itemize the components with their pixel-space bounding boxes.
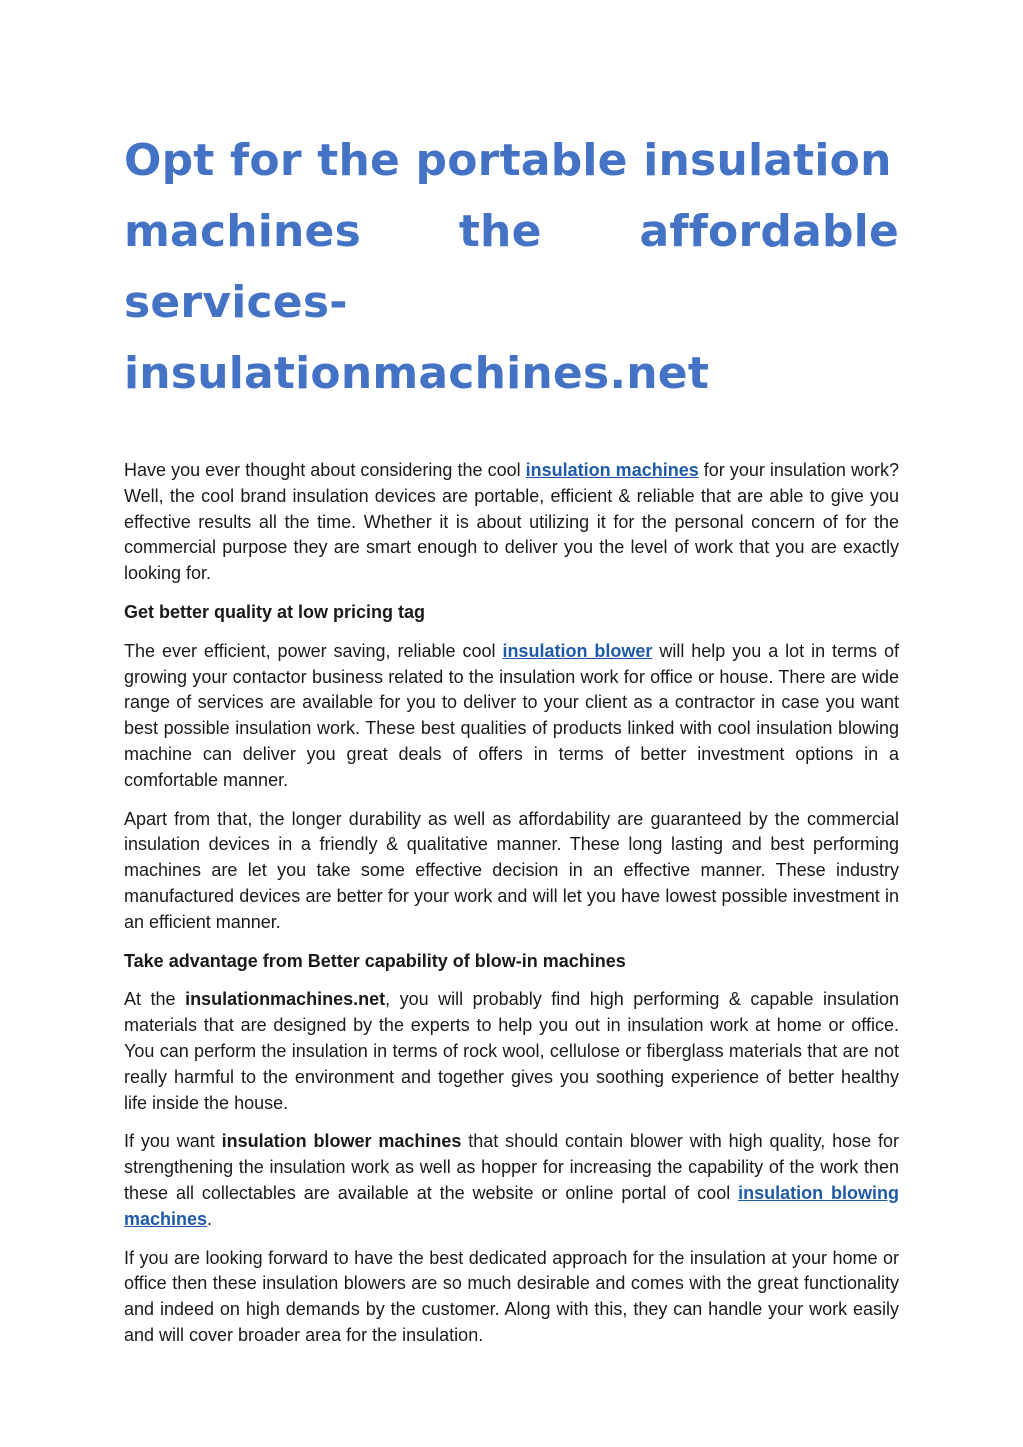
blower-machines-paragraph bbox=[124, 1129, 899, 1232]
title-word-machines: machines bbox=[124, 206, 361, 257]
blower-text-after: will help you a lot in terms of growing your contactor business related to the insulation work for office or house. There are wide range of services are available for you to deliver to your client as a contractor in case you want best possible insulation work. These best qualities of products linked with cool insulation blowing machine can deliver you great deals of offers in terms of better investment options in a comfortable manner. bbox=[124, 640, 899, 790]
website-text-after: , you will probably find high performing & capable insulation materials that are designed by the experts to help you out in insulation work at home or office. You can perform the insulation in terms of rock wool, cellulose or fiberglass materials that are not really harmful to the environment and together gives you soothing experience of better healthy life inside the house. bbox=[124, 989, 899, 1113]
intro-text-before: Have you ever thought about considering the cool bbox=[124, 460, 526, 480]
insulation-blower-link[interactable]: insulation blower bbox=[502, 640, 653, 661]
document-page bbox=[124, 125, 899, 1362]
title-line-4: insulationmachines.net bbox=[124, 348, 710, 399]
durability-paragraph: Apart from that, the longer durability as well as affordability are guaranteed by the commercial insulation devices in a friendly & qualitative manner. These long lasting and best performing machines are let you take some effective decision in an effective manner. These industry manufactured devices are better for your work and will let you have lowest possible investment in an efficient manner. bbox=[124, 808, 899, 932]
blower-machines-text-after: . bbox=[207, 1208, 213, 1229]
blower-machines-text-middle: that should contain blower with high quality, hose for strengthening the insulation work as well as hopper for increasing the capability of the work then these all collectables are available at the website or online portal of cool bbox=[124, 1131, 899, 1203]
section-heading-blow-in: Take advantage from Better capability of blow-in machines bbox=[124, 950, 626, 971]
website-paragraph bbox=[124, 987, 899, 1116]
intro-paragraph bbox=[124, 458, 899, 587]
title-word-affordable: affordable bbox=[639, 206, 899, 257]
insulation-blowing-machines-link[interactable]: insulation blowing machines bbox=[124, 1182, 899, 1229]
blower-machines-text-before: If you want bbox=[124, 1131, 222, 1152]
website-name-bold: insulationmachines.net bbox=[185, 989, 386, 1010]
website-text-before: At the bbox=[124, 989, 186, 1010]
title-line-2 bbox=[124, 196, 899, 267]
blower-machines-bold: insulation blower machines bbox=[221, 1131, 462, 1152]
title-line-1: Opt for the portable insulation bbox=[124, 135, 892, 186]
blower-paragraph bbox=[124, 639, 899, 794]
title-word-the: the bbox=[458, 206, 542, 257]
section-heading-pricing: Get better quality at low pricing tag bbox=[124, 601, 426, 622]
insulation-machines-link[interactable]: insulation machines bbox=[525, 460, 699, 480]
closing-paragraph: If you are looking forward to have the best dedicated approach for the insulation at your home or office then these insulation blowers are so much desirable and comes with the great functionality and indeed on high demands by the customer. Along with this, they can handle your work easily and will cover broader area for the insulation. bbox=[124, 1247, 899, 1345]
title-line-3: services- bbox=[124, 277, 348, 328]
blower-text-before: The ever efficient, power saving, reliable cool bbox=[124, 640, 503, 661]
intro-text-after: for your insulation work? Well, the cool brand insulation devices are portable, efficient & reliable that are able to give you effective results all the time. Whether it is about utilizing it for the personal concern of for the commercial purpose they are smart enough to deliver you the level of work that you are exactly looking for. bbox=[124, 460, 900, 584]
page-title bbox=[124, 125, 899, 409]
